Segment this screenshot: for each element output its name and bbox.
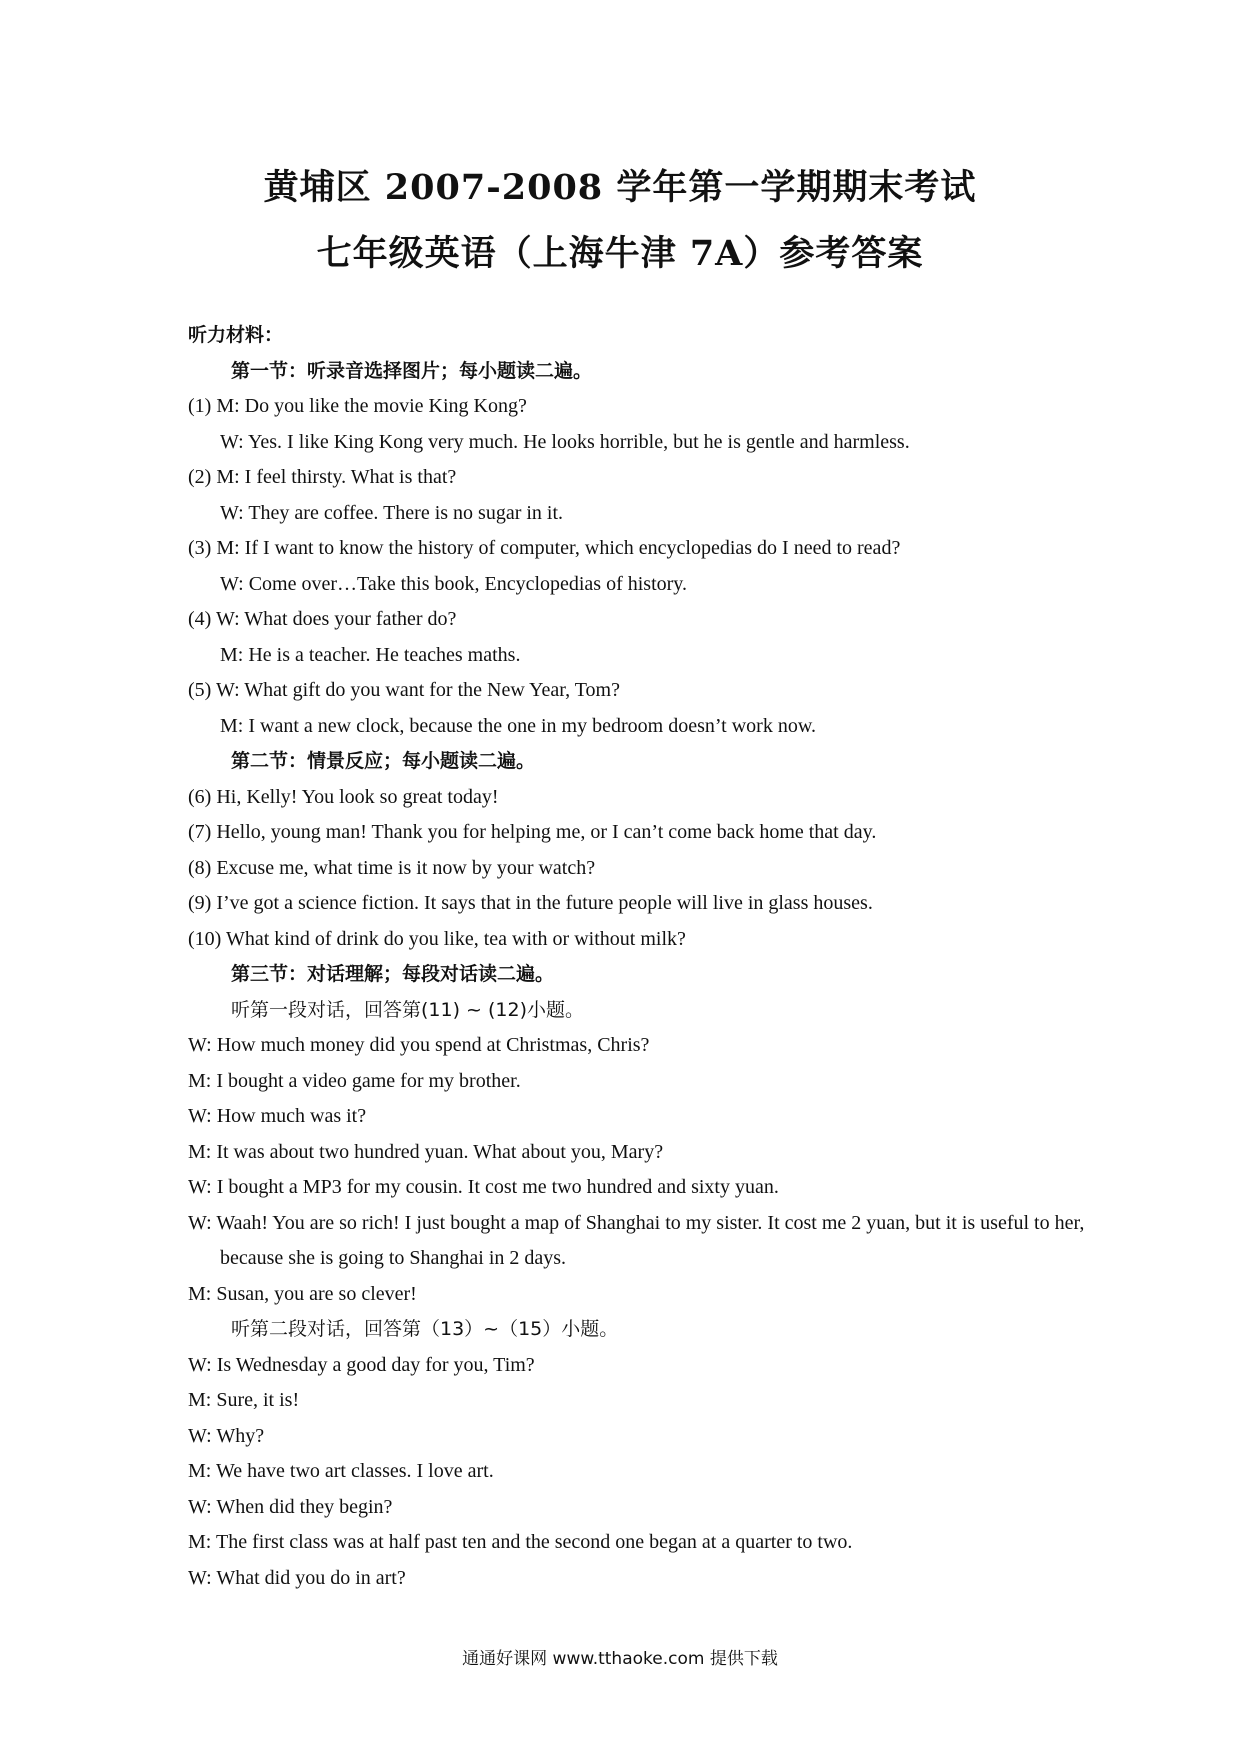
dialogue-line: M: The first class was at half past ten and the second one began at a quarter to two. — [188, 1531, 853, 1553]
dialogue-line: M: Susan, you are so clever! — [188, 1282, 417, 1305]
dialogue-line: W: Yes. I like King Kong very much. He looks horrible, but he is gentle and harmless. — [220, 430, 910, 453]
document-title: 黄埔区 2007-2008 学年第一学期期末考试 — [263, 167, 977, 208]
dialogue-line: W: When did they begin? — [188, 1495, 393, 1518]
dialogue-line: M: We have two art classes. I love art. — [188, 1460, 494, 1482]
question-line: (8) Excuse me, what time is it now by your watch? — [188, 856, 596, 879]
dialogue2-prompt: 听第二段对话，回答第（13）~（15）小题。 — [231, 1318, 619, 1340]
dialogue-line: W: They are coffee. There is no sugar in it. — [220, 501, 564, 524]
dialogue-line: (5) W: What gift do you want for the New Year, Tom? — [188, 679, 620, 701]
dialogue-line: W: I bought a MP3 for my cousin. It cost me two hundred and sixty yuan. — [188, 1176, 779, 1198]
dialogue-line: W: Waah! You are so rich! I just bought a map of Shanghai to my sister. It cost me 2 yuan, but it is useful to her, because she is going to Shanghai in 2 days. — [188, 1211, 1085, 1269]
dialogue-line: (1) M: Do you like the movie King Kong? — [188, 395, 527, 417]
question-line: (6) Hi, Kelly! You look so great today! — [188, 785, 499, 808]
dialogue-line: W: Why? — [188, 1424, 265, 1447]
dialogue-line: M: It was about two hundred yuan. What about you, Mary? — [188, 1140, 664, 1163]
dialogue-line: M: He is a teacher. He teaches maths. — [220, 643, 521, 666]
dialogue-line: (4) W: What does your father do? — [188, 608, 457, 630]
dialogue1-prompt: 听第一段对话，回答第(11) ~ (12)小题。 — [231, 998, 585, 1021]
section-heading: 听力材料： — [188, 324, 284, 346]
question-line: (7) Hello, young man! Thank you for helping me, or I can’t come back home that day. — [188, 821, 877, 843]
page-footer: 通通好课网 www.tthaoke.com 提供下载 — [462, 1649, 778, 1669]
dialogue-line: W: What did you do in art? — [188, 1566, 406, 1589]
part3-heading: 第三节：对话理解；每段对话读二遍。 — [231, 963, 555, 985]
part1-heading: 第一节：听录音选择图片；每小题读二遍。 — [231, 359, 593, 382]
dialogue-line: M: Sure, it is! — [188, 1389, 300, 1411]
dialogue-line: (2) M: I feel thirsty. What is that? — [188, 466, 457, 488]
dialogue-line: W: Come over…Take this book, Encyclopedias of history. — [220, 572, 688, 595]
question-line: (10) What kind of drink do you like, tea with or without milk? — [188, 927, 686, 950]
document-body — [188, 318, 1088, 1596]
dialogue-line: W: How much was it? — [188, 1105, 367, 1127]
dialogue-line: M: I want a new clock, because the one in my bedroom doesn’t work now. — [220, 714, 816, 737]
part2-heading: 第二节：情景反应；每小题读二遍。 — [231, 750, 536, 772]
question-line: (9) I’ve got a science fiction. It says that in the future people will live in glass houses. — [188, 892, 873, 914]
dialogue-line: W: How much money did you spend at Christmas, Chris? — [188, 1034, 650, 1056]
dialogue-line: W: Is Wednesday a good day for you, Tim? — [188, 1353, 535, 1376]
document-subtitle: 七年级英语（上海牛津 7A）参考答案 — [316, 233, 924, 274]
dialogue-line: M: I bought a video game for my brother. — [188, 1069, 521, 1092]
dialogue-line: (3) M: If I want to know the history of computer, which encyclopedias do I need to read? — [188, 537, 901, 559]
